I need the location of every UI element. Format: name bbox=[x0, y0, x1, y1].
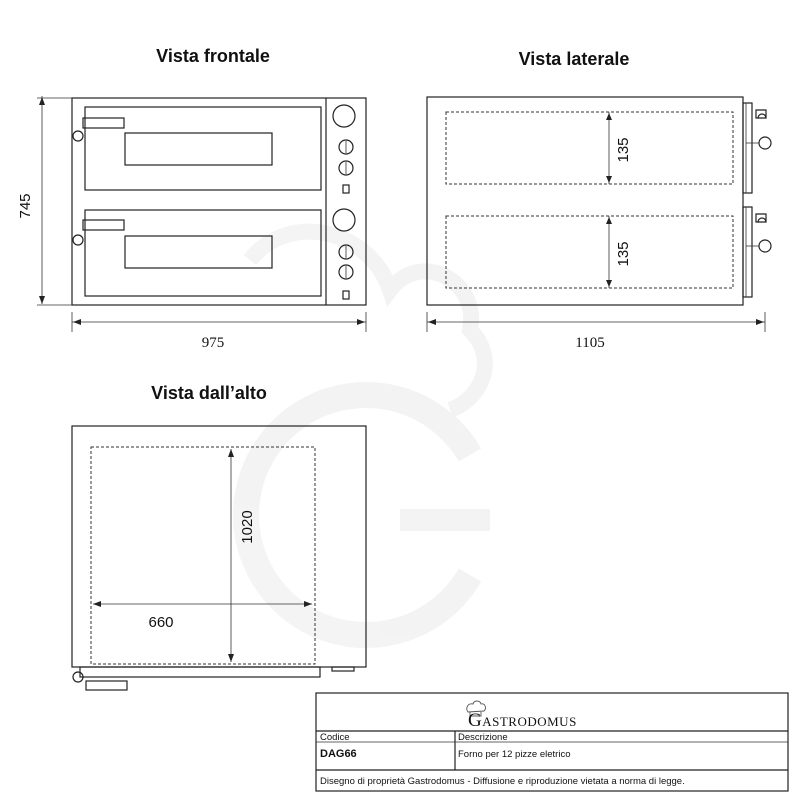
top-view-title: Vista dall’alto bbox=[151, 383, 267, 403]
front-view bbox=[37, 96, 366, 332]
code-label: Codice bbox=[320, 732, 350, 743]
upper-thermometer-icon bbox=[333, 105, 355, 127]
chamber-footprint bbox=[91, 447, 315, 664]
lower-side-knob-icon bbox=[759, 240, 771, 252]
lower-chamber-height-dimension: 135 bbox=[615, 241, 632, 267]
description-label: Descrizione bbox=[458, 732, 508, 743]
top-door-handle bbox=[86, 681, 127, 690]
brand-logo-text: Gastrodomus bbox=[468, 710, 577, 731]
side-depth-dimension: 1105 bbox=[575, 335, 605, 351]
code-value: DAG66 bbox=[320, 748, 357, 760]
watermark-logo bbox=[246, 232, 490, 635]
upper-side-knob-icon bbox=[759, 137, 771, 149]
upper-chamber-height-dimension: 135 bbox=[615, 137, 632, 163]
upper-window bbox=[125, 133, 272, 165]
lower-hinge bbox=[73, 235, 83, 245]
front-view-title: Vista frontale bbox=[156, 46, 270, 66]
lower-switch-icon bbox=[343, 291, 349, 299]
front-height-dimension: 745 bbox=[17, 193, 34, 219]
description-value: Forno per 12 pizze eletrico bbox=[458, 749, 571, 760]
lower-chamber-outline bbox=[446, 216, 733, 288]
front-width-dimension: 975 bbox=[201, 335, 225, 351]
upper-door-handle bbox=[83, 118, 124, 128]
lower-door-handle bbox=[83, 220, 124, 230]
side-view bbox=[427, 97, 771, 332]
top-view bbox=[72, 426, 366, 690]
upper-hinge bbox=[73, 131, 83, 141]
top-width-dimension: 660 bbox=[148, 614, 174, 631]
lower-thermometer-icon bbox=[333, 209, 355, 231]
footer-disclaimer: Disegno di proprietà Gastrodomus - Diffusione e riproduzione vietata a norma di legge. bbox=[320, 776, 685, 787]
upper-chamber-outline bbox=[446, 112, 733, 184]
upper-switch-icon bbox=[343, 185, 349, 193]
side-view-title: Vista laterale bbox=[518, 49, 630, 69]
top-depth-dimension: 1020 bbox=[239, 510, 256, 544]
